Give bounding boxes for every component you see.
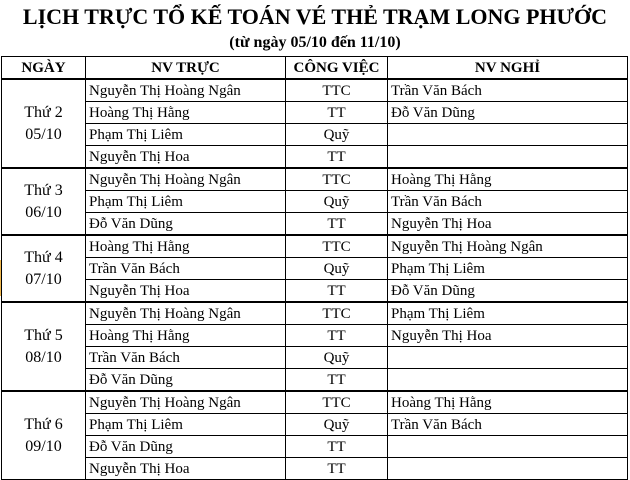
off-duty-cell[interactable]: Hoàng Thị Hằng [388, 168, 628, 191]
off-duty-cell[interactable]: Đỗ Văn Dũng [388, 280, 628, 303]
day-cell[interactable] [2, 235, 86, 302]
task-cell[interactable]: TT [286, 280, 388, 303]
day-cell[interactable] [2, 168, 86, 235]
day-cell[interactable] [2, 391, 86, 480]
task-cell[interactable]: Quỹ [286, 347, 388, 369]
day-cell[interactable] [2, 79, 86, 168]
task-cell[interactable]: TTC [286, 168, 388, 191]
table-row [2, 191, 628, 213]
day-date: 05/10 [25, 125, 62, 143]
off-duty-cell[interactable] [388, 124, 628, 146]
day-date: 06/10 [25, 203, 62, 221]
on-duty-cell[interactable]: Hoàng Thị Hằng [86, 325, 286, 347]
off-duty-cell[interactable] [388, 458, 628, 480]
day-date: 07/10 [25, 270, 62, 288]
task-cell[interactable]: TT [286, 369, 388, 392]
off-duty-cell[interactable]: Phạm Thị Liêm [388, 258, 628, 280]
off-duty-cell[interactable]: Nguyễn Thị Hoa [388, 325, 628, 347]
table-row [2, 102, 628, 124]
on-duty-cell[interactable]: Hoàng Thị Hằng [86, 102, 286, 124]
table-row [2, 436, 628, 458]
on-duty-cell[interactable]: Đỗ Văn Dũng [86, 369, 286, 392]
off-duty-cell[interactable]: Nguyễn Thị Hoàng Ngân [388, 235, 628, 258]
on-duty-cell[interactable]: Nguyễn Thị Hoàng Ngân [86, 302, 286, 325]
task-cell[interactable]: TTC [286, 391, 388, 414]
on-duty-cell[interactable]: Phạm Thị Liêm [86, 191, 286, 213]
header-task: CÔNG VIỆC [286, 57, 388, 80]
schedule-title: LỊCH TRỰC TỔ KẾ TOÁN VÉ THẺ TRẠM LONG PHƯỚC [22, 4, 608, 29]
table-row [2, 168, 628, 191]
off-duty-cell[interactable] [388, 436, 628, 458]
table-row [2, 302, 628, 325]
table-header-row [2, 57, 628, 80]
day-name: Thứ 5 [24, 326, 63, 344]
day-date: 09/10 [25, 437, 62, 455]
day-cell[interactable] [2, 302, 86, 391]
day-name: Thứ 6 [24, 415, 63, 433]
off-duty-cell[interactable]: Trần Văn Bách [388, 79, 628, 102]
day-date: 08/10 [25, 348, 62, 366]
off-duty-cell[interactable] [388, 146, 628, 169]
off-duty-cell[interactable]: Hoàng Thị Hằng [388, 391, 628, 414]
table-body [2, 79, 628, 480]
day-name: Thứ 3 [24, 181, 63, 199]
on-duty-cell[interactable]: Nguyễn Thị Hoàng Ngân [86, 391, 286, 414]
header-day: NGÀY [2, 57, 86, 80]
table-row [2, 325, 628, 347]
off-duty-cell[interactable]: Đỗ Văn Dũng [388, 102, 628, 124]
table-row [2, 213, 628, 236]
task-cell[interactable]: Quỹ [286, 124, 388, 146]
on-duty-cell[interactable]: Phạm Thị Liêm [86, 124, 286, 146]
table-row [2, 79, 628, 102]
task-cell[interactable]: Quỹ [286, 258, 388, 280]
task-cell[interactable]: Quỹ [286, 414, 388, 436]
header-on-duty: NV TRỰC [86, 57, 286, 80]
on-duty-cell[interactable]: Nguyễn Thị Hoa [86, 458, 286, 480]
duty-schedule-table [1, 56, 628, 480]
off-duty-cell[interactable] [388, 369, 628, 392]
off-duty-cell[interactable] [388, 347, 628, 369]
table-row [2, 347, 628, 369]
task-cell[interactable]: Quỹ [286, 191, 388, 213]
on-duty-cell[interactable]: Đỗ Văn Dũng [86, 213, 286, 236]
task-cell[interactable]: TT [286, 213, 388, 236]
header-off-duty: NV NGHỈ [388, 57, 628, 80]
on-duty-cell[interactable]: Nguyễn Thị Hoa [86, 280, 286, 303]
task-cell[interactable]: TT [286, 102, 388, 124]
table-row [2, 146, 628, 169]
table-row [2, 124, 628, 146]
task-cell[interactable]: TTC [286, 79, 388, 102]
on-duty-cell[interactable]: Phạm Thị Liêm [86, 414, 286, 436]
day-name: Thứ 2 [24, 103, 63, 121]
table-row [2, 369, 628, 392]
off-duty-cell[interactable]: Trần Văn Bách [388, 191, 628, 213]
task-cell[interactable]: TT [286, 325, 388, 347]
task-cell[interactable]: TTC [286, 302, 388, 325]
table-row [2, 258, 628, 280]
schedule-subtitle: (từ ngày 05/10 đến 11/10) [229, 34, 401, 51]
table-row [2, 458, 628, 480]
on-duty-cell[interactable]: Hoàng Thị Hằng [86, 235, 286, 258]
off-duty-cell[interactable]: Phạm Thị Liêm [388, 302, 628, 325]
off-duty-cell[interactable]: Trần Văn Bách [388, 414, 628, 436]
on-duty-cell[interactable]: Nguyễn Thị Hoàng Ngân [86, 79, 286, 102]
off-duty-cell[interactable]: Nguyễn Thị Hoa [388, 213, 628, 236]
day-name: Thứ 4 [24, 248, 63, 266]
task-cell[interactable]: TT [286, 146, 388, 169]
task-cell[interactable]: TT [286, 458, 388, 480]
task-cell[interactable]: TTC [286, 235, 388, 258]
table-row [2, 391, 628, 414]
table-row [2, 280, 628, 303]
task-cell[interactable]: TT [286, 436, 388, 458]
on-duty-cell[interactable]: Trần Văn Bách [86, 258, 286, 280]
on-duty-cell[interactable]: Đỗ Văn Dũng [86, 436, 286, 458]
table-row [2, 414, 628, 436]
on-duty-cell[interactable]: Nguyễn Thị Hoa [86, 146, 286, 169]
table-row [2, 235, 628, 258]
on-duty-cell[interactable]: Trần Văn Bách [86, 347, 286, 369]
on-duty-cell[interactable]: Nguyễn Thị Hoàng Ngân [86, 168, 286, 191]
